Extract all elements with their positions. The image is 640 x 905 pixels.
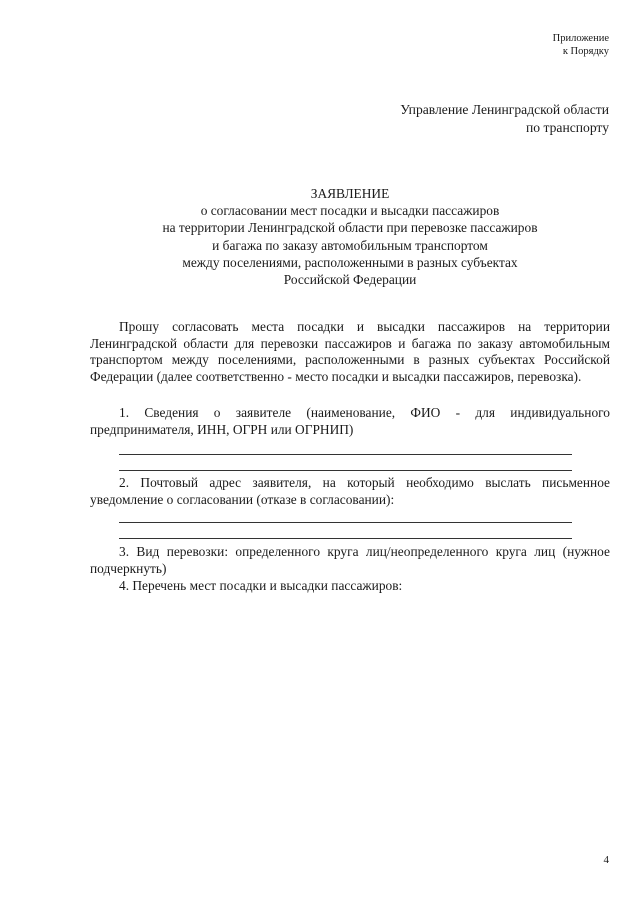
title-line-5: Российской Федерации — [283, 272, 417, 288]
item-3-text: 3. Вид перевозки: определенного круга лиц/неопределенного круга лиц (нужное подчеркнуть) — [90, 544, 610, 576]
title-line-2: на территории Ленинградской области при перевозке пассажиров — [162, 220, 538, 236]
document-title — [70, 185, 630, 288]
item-4-stops-list — [90, 578, 610, 595]
item-3-transport-type — [90, 544, 610, 577]
item-1-text: 1. Сведения о заявителе (наименование, ФИО - для индивидуального предпринимателя, ИНН, ОГРН или ОГРНИП) — [90, 405, 610, 437]
fill-line-address-2[interactable] — [119, 538, 572, 539]
appendix-line-2: к Порядку — [562, 46, 609, 57]
title-heading: ЗАЯВЛЕНИЕ — [310, 186, 390, 201]
title-line-4: между поселениями, расположенными в разных субъектах — [182, 254, 518, 270]
item-2-text: 2. Почтовый адрес заявителя, на который необходимо выслать письменное уведомление о согласовании (отказе в согласовании): — [90, 475, 610, 507]
appendix-line-1: Приложение — [552, 33, 609, 44]
fill-line-applicant-2[interactable] — [119, 470, 572, 471]
appendix-note — [553, 32, 609, 58]
page-number: 4 — [603, 854, 609, 866]
item-1-applicant-info — [90, 405, 610, 438]
intro-text: Прошу согласовать места посадки и высадки пассажиров на территории Ленинградской области для перевозки пассажиров и багажа по заказу автомобильным транспортом между поселениями, расположенными в разных субъектах Российской Федерации (далее соответственно - место посадки и высадки пассажиров, перевозка). — [90, 319, 610, 384]
intro-paragraph — [90, 319, 610, 385]
recipient-block — [400, 101, 609, 137]
recipient-line-1: Управление Ленинградской области — [400, 102, 609, 117]
recipient-line-2: по транспорту — [526, 120, 609, 135]
fill-line-applicant-1[interactable] — [119, 454, 572, 455]
fill-line-address-1[interactable] — [119, 522, 572, 523]
item-4-text: 4. Перечень мест посадки и высадки пассажиров: — [119, 578, 403, 593]
title-line-1: о согласовании мест посадки и высадки пассажиров — [200, 203, 500, 219]
item-2-postal-address — [90, 475, 610, 508]
title-line-3: и багажа по заказу автомобильным транспортом — [212, 237, 488, 253]
